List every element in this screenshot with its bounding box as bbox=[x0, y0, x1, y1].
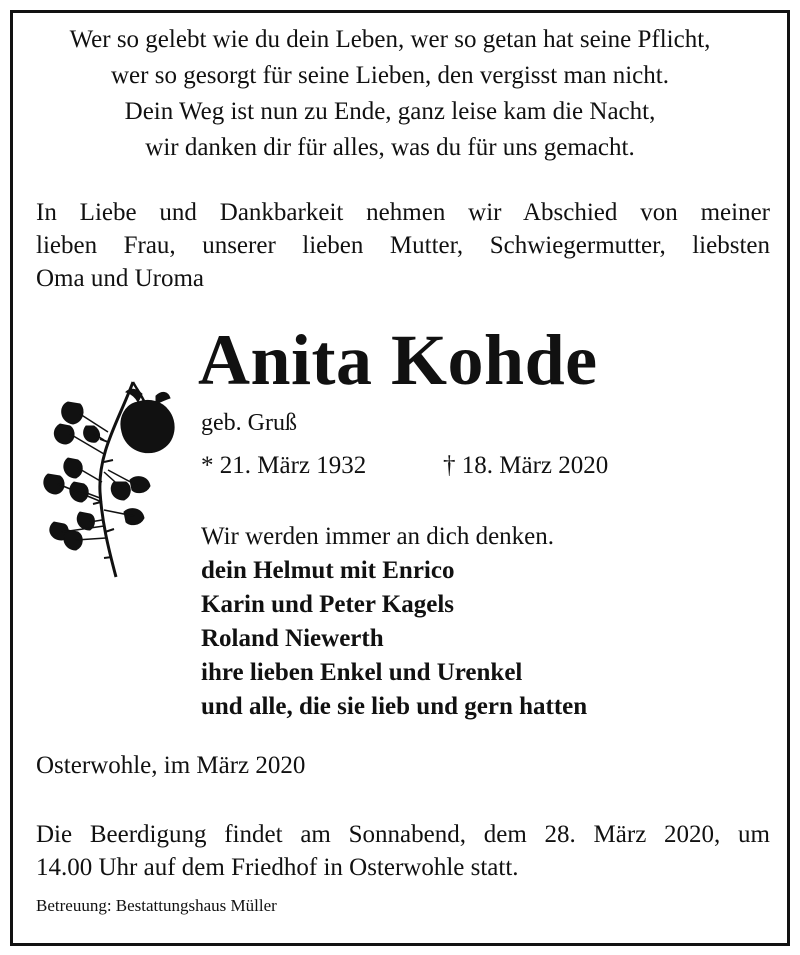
care-note: Betreuung: Bestattungshaus Müller bbox=[36, 896, 277, 915]
intro-text bbox=[36, 196, 770, 295]
poem bbox=[0, 22, 780, 166]
place-date: Osterwohle, im März 2020 bbox=[36, 752, 306, 779]
funeral-line: 14.00 Uhr auf dem Friedhof in Osterwohle statt. bbox=[36, 854, 519, 881]
funeral-line: Die Beerdigung findet am Sonnabend, dem 28. März 2020, um bbox=[36, 821, 770, 848]
intro-line: In Liebe und Dankbarkeit nehmen wir Abschied von meiner bbox=[36, 199, 770, 226]
intro-line: lieben Frau, unserer lieben Mutter, Schwiegermutter, liebsten bbox=[36, 232, 770, 259]
mourner-name: dein Helmut mit Enrico bbox=[201, 557, 455, 584]
poem-line: Dein Weg ist nun zu Ende, ganz leise kam die Nacht, bbox=[124, 98, 656, 125]
funeral-info bbox=[36, 818, 770, 884]
intro-line: Oma und Uroma bbox=[36, 265, 205, 292]
life-dates bbox=[201, 452, 609, 480]
death-date: † 18. März 2020 bbox=[443, 452, 609, 479]
mourner-name: ihre lieben Enkel und Urenkel bbox=[201, 659, 523, 686]
poem-line: wir danken dir für alles, was du für uns gemacht. bbox=[145, 134, 635, 161]
deceased-name: Anita Kohde bbox=[198, 320, 598, 400]
mourner-name: und alle, die sie lieb und gern hatten bbox=[201, 693, 588, 720]
mourner-name: Karin und Peter Kagels bbox=[201, 591, 455, 618]
poem-line: Wer so gelebt wie du dein Leben, wer so getan hat seine Pflicht, bbox=[69, 26, 711, 53]
mourners bbox=[201, 520, 587, 724]
rose-icon bbox=[38, 362, 188, 582]
maiden-name: geb. Gruß bbox=[201, 410, 297, 436]
mourners-line: Wir werden immer an dich denken. bbox=[201, 523, 555, 550]
mourner-name: Roland Niewerth bbox=[201, 625, 384, 652]
birth-date: * 21. März 1932 bbox=[201, 452, 367, 479]
poem-line: wer so gesorgt für seine Lieben, den vergisst man nicht. bbox=[111, 62, 669, 89]
